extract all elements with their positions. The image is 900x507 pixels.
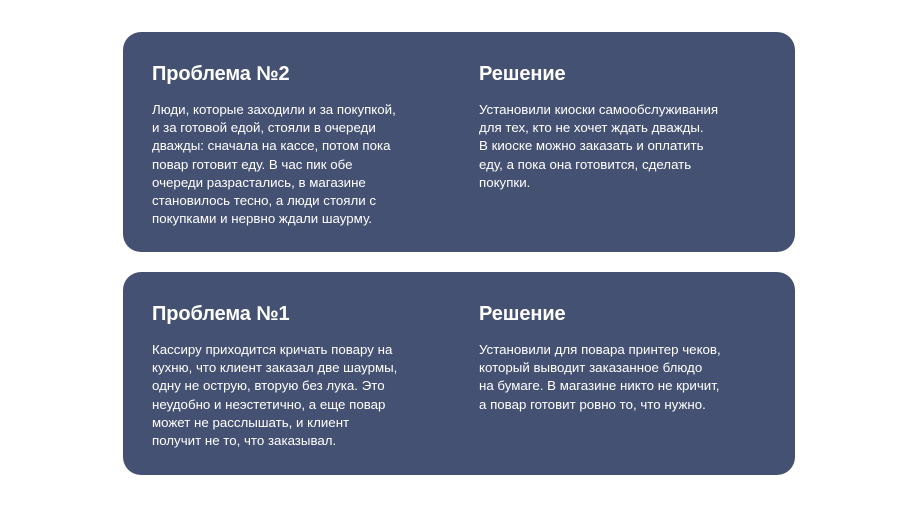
solution-title: Решение xyxy=(479,63,566,85)
problem-title: Проблема №1 xyxy=(152,303,290,325)
solution-column xyxy=(479,62,779,192)
problem-card-2 xyxy=(123,32,795,252)
solution-column xyxy=(479,302,779,414)
solution-description: Установили для повара принтер чеков, который выводит заказанное блюдо на бумаге. В магазине никто не кричит, а повар готовит ровно то, что нужно. xyxy=(479,342,721,412)
solution-title: Решение xyxy=(479,303,566,325)
solution-description: Установили киоски самообслуживания для тех, кто не хочет ждать дважды. В киоске можно заказать и оплатить еду, а пока она готовится, сделать покупки. xyxy=(479,102,719,190)
problem-description: Кассиру приходится кричать повару на кухню, что клиент заказал две шаурмы, одну не острую, вторую без лука. Это неудобно и неэстетично, а еще повар может не расслышать, и клиент получит не то, что заказывал. xyxy=(152,342,398,449)
problem-title: Проблема №2 xyxy=(152,63,290,85)
problem-column xyxy=(152,302,452,450)
problem-description: Люди, которые заходили и за покупкой, и за готовой едой, стояли в очереди дважды: сначала на кассе, потом пока повар готовит еду. В час пик обе очереди разрастались, в магазине становилось тесно, а люди стояли с покупками и нервно ждали шаурму. xyxy=(152,102,396,227)
problem-card-1 xyxy=(123,272,795,475)
problem-column xyxy=(152,62,452,228)
